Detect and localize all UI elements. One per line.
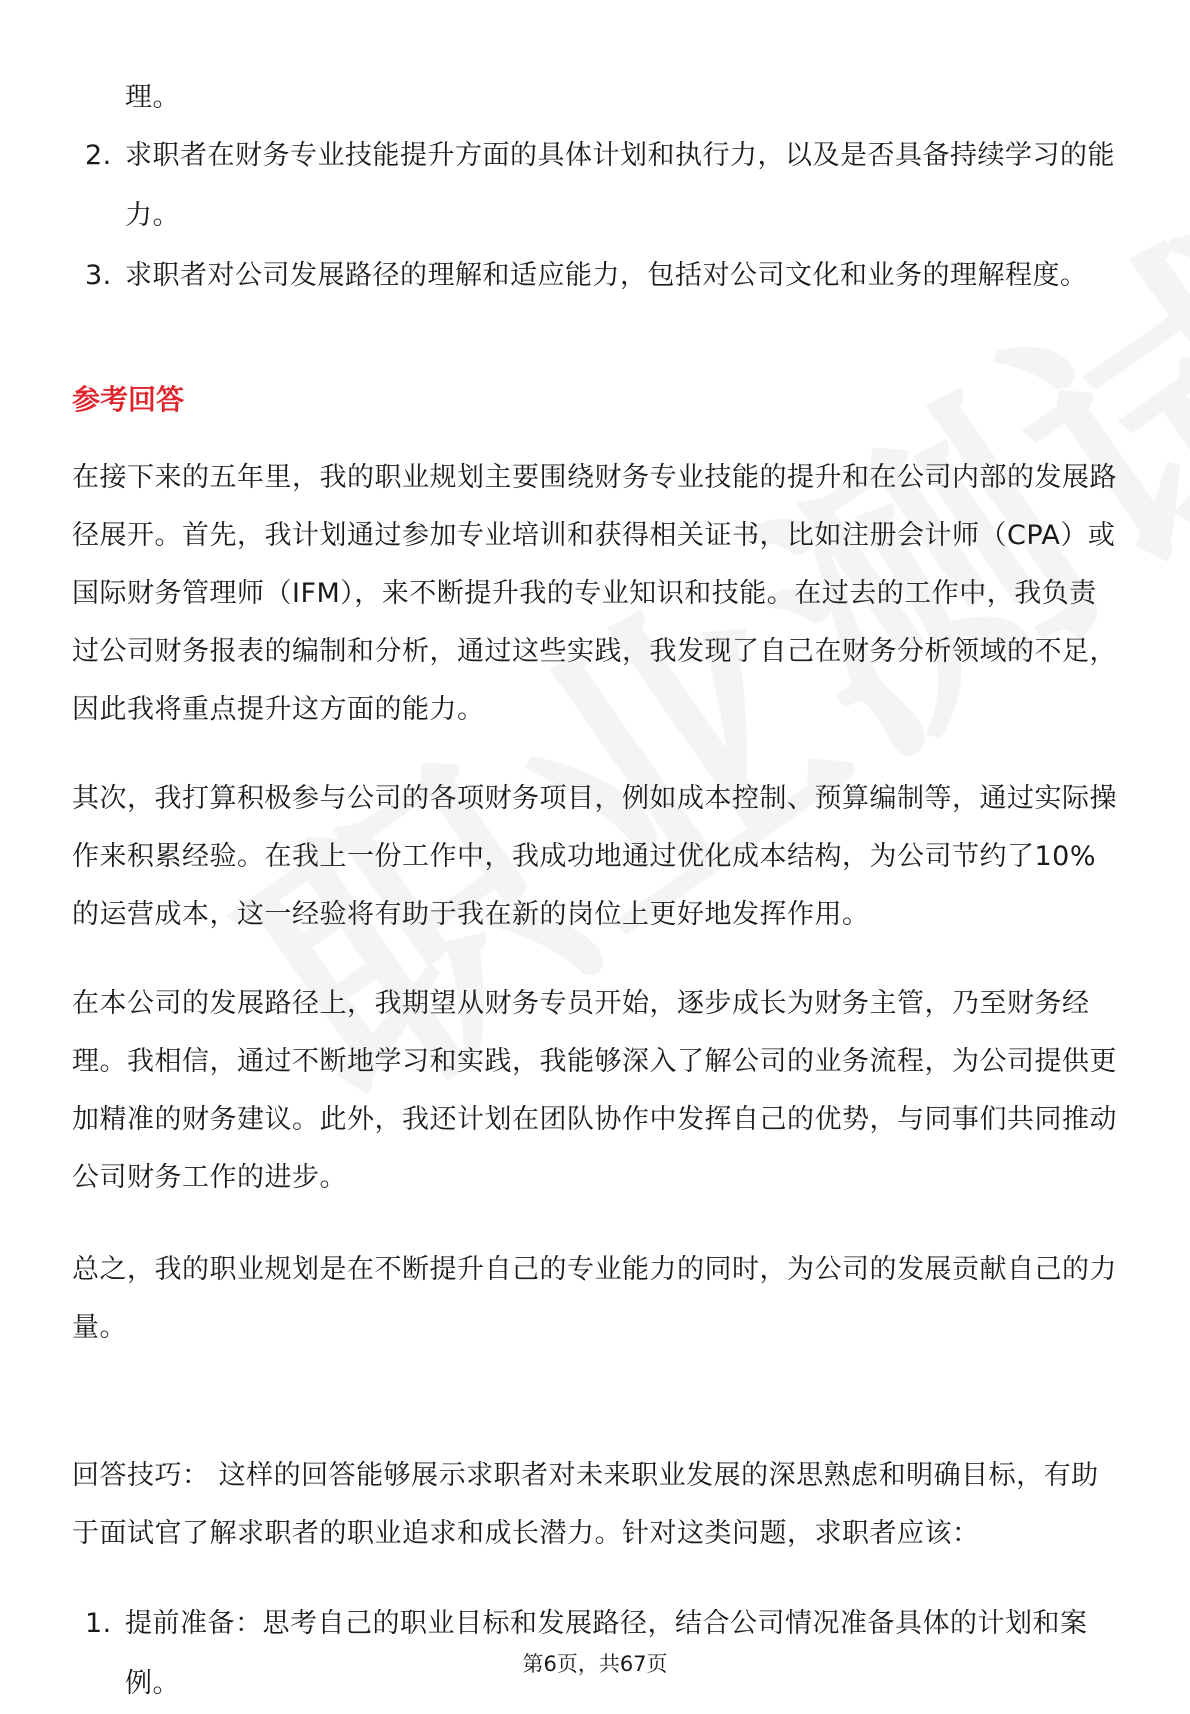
list-item: [72, 246, 1128, 306]
list-item-text: 提前准备：思考自己的职业目标和发展路径，结合公司情况准备具体的计划和案例。: [125, 1608, 1088, 1699]
page-footer: 第6页，共67页: [522, 1652, 668, 1676]
list-item-number: 2.: [85, 140, 112, 171]
answer-paragraph: 在接下来的五年里，我的职业规划主要围绕财务专业技能的提升和在公司内部的发展路径展开。首先，我计划通过参加专业培训和获得相关证书，比如注册会计师（CPA）或国际财务管理师（IFM），来不断提升我的专业知识和技能。在过去的工作中，我负责过公司财务报表的编制和分析，通过这些实践，我发现了自己在财务分析领域的不足，因此我将重点提升这方面的能力。: [72, 462, 1117, 725]
top-numbered-list: [72, 126, 1128, 306]
list-item-text: 求职者对公司发展路径的理解和适应能力，包括对公司文化和业务的理解程度。: [125, 260, 1088, 291]
answer-paragraph: 总之，我的职业规划是在不断提升自己的专业能力的同时，为公司的发展贡献自己的力量。: [72, 1254, 1117, 1343]
tips-paragraph: 回答技巧： 这样的回答能够展示求职者对未来职业发展的深思熟虑和明确目标，有助于面试官了解求职者的职业追求和成长潜力。针对这类问题，求职者应该：: [72, 1460, 1099, 1549]
list-item-number: 3.: [85, 260, 112, 291]
answer-paragraph: 其次，我打算积极参与公司的各项财务项目，例如成本控制、预算编制等，通过实际操作来积累经验。在我上一份工作中，我成功地通过优化成本结构，为公司节约了10%的运营成本，这一经验将有助于我在新的岗位上更好地发挥作用。: [72, 783, 1117, 930]
list-item-text: 求职者在财务专业技能提升方面的具体计划和执行力，以及是否具备持续学习的能力。: [125, 140, 1115, 231]
list-item-number: 1.: [85, 1608, 112, 1639]
answer-paragraph: 在本公司的发展路径上，我期望从财务专员开始，逐步成长为财务主管，乃至财务经理。我相信，通过不断地学习和实践，我能够深入了解公司的业务流程，为公司提供更加精准的财务建议。此外，我还计划在团队协作中发挥自己的优势，与同事们共同推动公司财务工作的进步。: [72, 988, 1117, 1193]
list-continuation-text: 理。: [125, 82, 180, 113]
section-title: 参考回答: [72, 383, 185, 416]
list-item: [72, 126, 1128, 246]
